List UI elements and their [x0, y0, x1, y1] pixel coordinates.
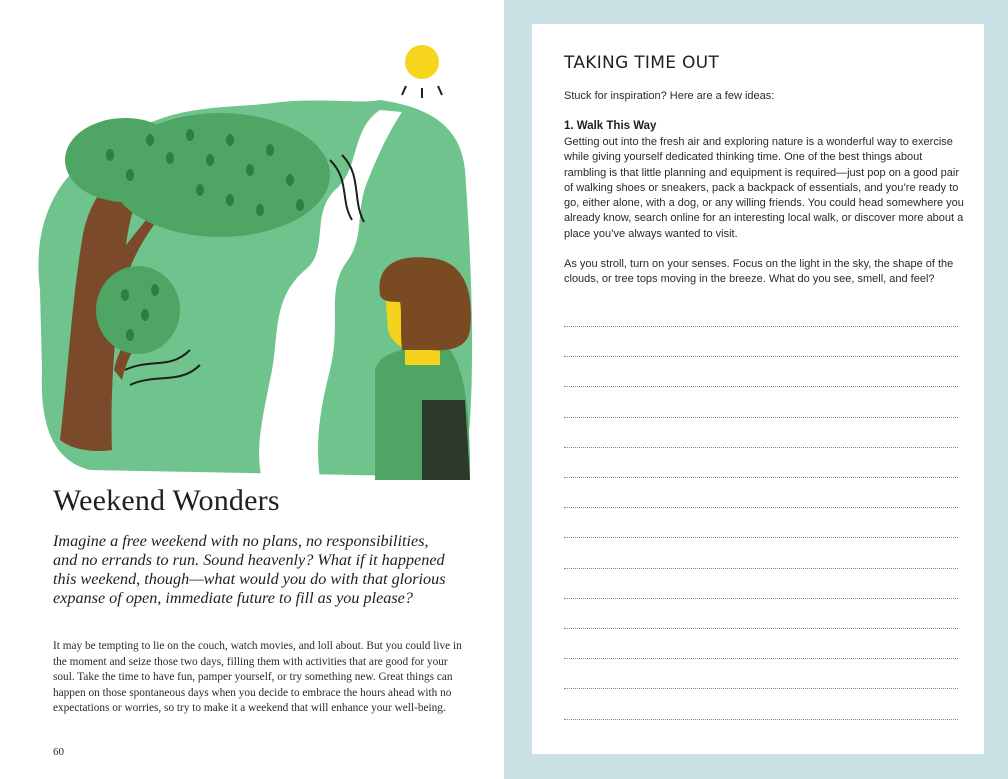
writing-line[interactable]	[564, 326, 958, 327]
lead-text: Stuck for inspiration? Here are a few ideas:	[564, 90, 775, 102]
writing-line[interactable]	[564, 628, 958, 629]
idea-heading: 1. Walk This Way	[564, 120, 657, 132]
sun-rays	[402, 86, 442, 98]
writing-line[interactable]	[564, 688, 958, 689]
sun	[405, 45, 439, 79]
walk-illustration	[30, 40, 480, 480]
writing-line[interactable]	[564, 356, 958, 357]
writing-line[interactable]	[564, 386, 958, 387]
writing-line[interactable]	[564, 568, 958, 569]
idea-body: Getting out into the fresh air and exploring nature is a wonderful way to exercise while giving yourself dedicated thinking time. One of the best things about rambling is that little planning and equipment is required—just pop on a good pair of walking shoes or sneakers, pack a backpack of essentials, and you’re ready to go, either alone, with a dog, or any willing friends. You could head somewhere you already know, search online for an interesting local walk, or discover more about a place you’ve always wanted to visit.	[564, 136, 964, 240]
writing-line[interactable]	[564, 507, 958, 508]
writing-line[interactable]	[564, 598, 958, 599]
section-title: TAKING TIME OUT	[564, 53, 720, 73]
page-number: 60	[53, 746, 64, 758]
writing-line[interactable]	[564, 719, 958, 720]
writing-line[interactable]	[564, 447, 958, 448]
idea-prompt: As you stroll, turn on your senses. Focus on the light in the sky, the shape of the clouds, or tree tops moving in the breeze. What do you see, smell, and feel?	[564, 258, 954, 286]
article-title: Weekend Wonders	[53, 484, 280, 517]
lower-canopy	[96, 266, 180, 354]
writing-line[interactable]	[564, 417, 958, 418]
journal-card	[532, 24, 984, 754]
walker-overalls	[422, 400, 470, 480]
writing-line[interactable]	[564, 658, 958, 659]
article-body: It may be tempting to lie on the couch, watch movies, and loll about. But you could live in the moment and seize those two days, filling them with activities that are good for your soul. Take the time to have fun, pamper yourself, or try something new. Great things can happen on those spontaneous days when you decide to embrace the hours ahead with no expectations or worries, so try to make it a weekend that will enhance your well-being.	[53, 640, 462, 715]
writing-line[interactable]	[564, 537, 958, 538]
writing-line[interactable]	[564, 477, 958, 478]
right-page	[504, 0, 1008, 779]
writing-lines	[564, 326, 958, 726]
article-intro: Imagine a free weekend with no plans, no responsibilities, and no errands to run. Sound heavenly? What if it happened this weekend, though—what would you do with that glorious expanse of open, immediate future to fill as you please?	[53, 532, 446, 607]
